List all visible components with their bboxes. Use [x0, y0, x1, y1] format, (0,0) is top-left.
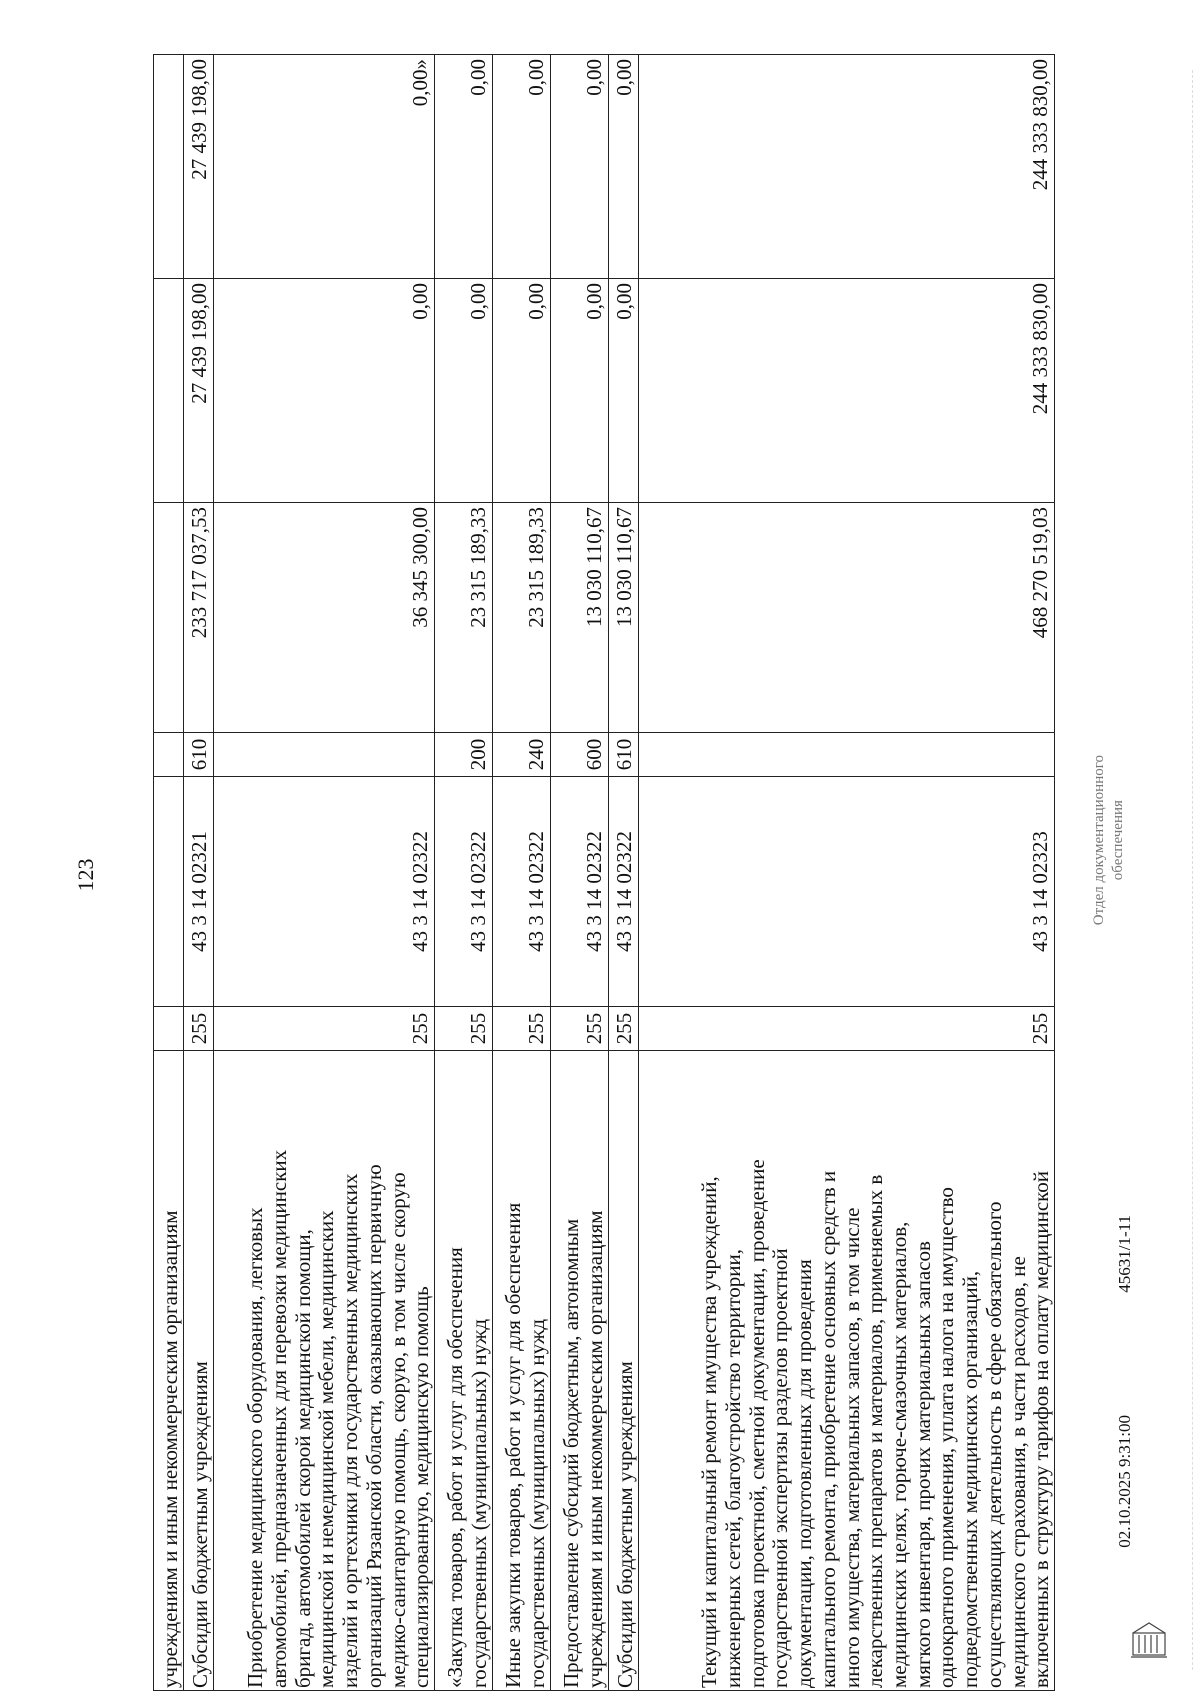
table-row	[154, 55, 184, 1691]
table-row	[183, 55, 213, 1691]
cell-sum3: 0,00	[608, 55, 638, 279]
cell-code: 255	[608, 1007, 638, 1051]
cell-code: 255	[492, 1007, 550, 1051]
cell-type	[638, 733, 1054, 777]
department-stamp: Отдел документационного обеспечения	[1091, 755, 1126, 926]
cell-sum2: 244 333 830,00	[638, 279, 1054, 503]
print-datetime: 02.10.2025 9:31:00	[1115, 1415, 1134, 1548]
cell-code: 255	[183, 1007, 213, 1051]
cell-sum3: 0,00»	[213, 55, 434, 279]
row-desc-7: Текущий и капитальный ремонт имущества учреждений, инженерных сетей, благоустройство территории, подготовка проектной, сметной документации, проведение государственной экспертизы разделов проектной документации, подготовленных для проведения капитального ремонта, приобретение основных средств и иного имущества, материальных запасов, в том числе лекарственных препаратов и материалов, применяемых в медицинских целях, горюче-смазочных материалов, мягкого инвентаря, прочих материальных запасов однократного применения, уплата налога на имущество подведомственных медицинских организаций, осуществляющих деятельность в сфере обязательного медицинского страхования, в части расходов, не включенных в структуру тарифов на оплату медицинской	[638, 1051, 1054, 1691]
cell-sum1: 36 345 300,00	[213, 503, 434, 733]
cell-sum1: 23 315 189,33	[492, 503, 550, 733]
row-desc-3: «Закупка товаров, работ и услуг для обеспечения государственных (муниципальных) нужд	[435, 1051, 493, 1691]
cell-code: 255	[550, 1007, 608, 1051]
cell-sum1: 233 717 037,53	[183, 503, 213, 733]
cell-target: 43 3 14 02321	[183, 777, 213, 1007]
cell-sum3: 0,00	[550, 55, 608, 279]
cell-sum2: 0,00	[550, 279, 608, 503]
cell-target: 43 3 14 02323	[638, 777, 1054, 1007]
cell-sum1: 23 315 189,33	[435, 503, 493, 733]
row-desc-0: учреждениям и иным некоммерческим организациям	[158, 1210, 183, 1688]
cell-sum3: 244 333 830,00	[638, 55, 1054, 279]
cell-sum2: 0,00	[435, 279, 493, 503]
cell-sum1: 468 270 519,03	[638, 503, 1054, 733]
table-row	[492, 55, 550, 1691]
cell-type	[213, 733, 434, 777]
row-desc-2: Приобретение медицинского оборудования, легковых автомобилей, предназначенных для перевозки медицинских бригад, автомобилей скорой медицинской помощи, медицинской и немедицинской мебели, медицинских изделий и оргтехники для государственных медицинских организаций Рязанской области, оказывающих первичную медико-санитарную помощь, скорую, в том числе скорую специализированную, медицинскую помощь	[213, 1051, 434, 1691]
cell-code: 255	[213, 1007, 434, 1051]
cell-target: 43 3 14 02322	[492, 777, 550, 1007]
cell-code: 255	[435, 1007, 493, 1051]
cell-type: 610	[608, 733, 638, 777]
cell-target: 43 3 14 02322	[213, 777, 434, 1007]
table-row	[213, 55, 434, 1691]
cell-sum1: 13 030 110,67	[550, 503, 608, 733]
cell-type: 240	[492, 733, 550, 777]
cell-sum3: 0,00	[492, 55, 550, 279]
document-id: 45631/1-11	[1115, 1215, 1134, 1293]
cell-sum1: 13 030 110,67	[608, 503, 638, 733]
scan-edge-divider	[1192, 70, 1194, 1670]
row-desc-4: Иные закупки товаров, работ и услуг для обеспечения государственных (муниципальных) нужд	[492, 1051, 550, 1691]
cell-type: 200	[435, 733, 493, 777]
cell-code: 255	[638, 1007, 1054, 1051]
table-row	[608, 55, 638, 1691]
table-row	[638, 55, 1054, 1691]
cell-sum2: 27 439 198,00	[183, 279, 213, 503]
cell-target: 43 3 14 02322	[550, 777, 608, 1007]
row-desc-6: Субсидии бюджетным учреждениям	[608, 1051, 638, 1691]
cell-target: 43 3 14 02322	[608, 777, 638, 1007]
cell-sum3: 0,00	[435, 55, 493, 279]
cell-type: 600	[550, 733, 608, 777]
row-desc-5: Предоставление субсидий бюджетным, автономным учреждениям и иным некоммерческим организациям	[550, 1051, 608, 1691]
cell-sum2: 0,00	[213, 279, 434, 503]
duma-emblem-icon	[1125, 1615, 1175, 1665]
page-number: 123	[73, 858, 98, 892]
cell-sum2: 0,00	[608, 279, 638, 503]
table-row	[550, 55, 608, 1691]
rotated-table	[153, 55, 1055, 1691]
row-desc-1: Субсидии бюджетным учреждениям	[188, 1361, 213, 1688]
table-row	[435, 55, 493, 1691]
cell-target: 43 3 14 02322	[435, 777, 493, 1007]
cell-sum3: 27 439 198,00	[183, 55, 213, 279]
cell-sum2: 0,00	[492, 279, 550, 503]
cell-type: 610	[183, 733, 213, 777]
